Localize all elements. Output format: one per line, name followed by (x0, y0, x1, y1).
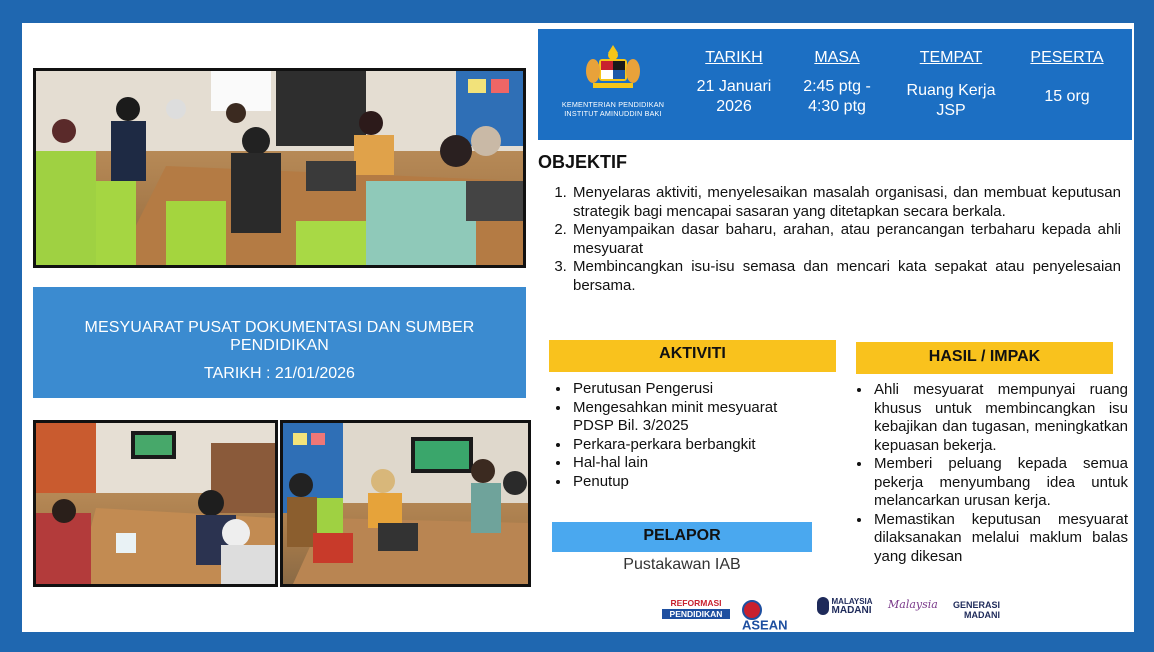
peserta-heading: PESERTA (1030, 49, 1104, 66)
tempat-value-line1: Ruang Kerja (906, 82, 996, 99)
tarikh-heading: TARIKH (705, 49, 763, 66)
objektif-item: 3. Membincangkan isu-isu semasa dan mencari kata sepakat atau penyelesaian bersama. (571, 258, 1121, 295)
asean-logo: ASEAN (742, 600, 806, 631)
hasil-item: • Ahli mesyuarat mempunyai ruang khusus untuk membincangkan isu kebajikan dan tugasan, meningkatkan kepuasan bekerja. (872, 381, 1128, 455)
masa-heading: MASA (814, 49, 860, 66)
objektif-list (555, 184, 1121, 295)
hasil-item: • Memastikan keputusan mesyuarat dilaksanakan melalui maklum balas yang dikesan (872, 511, 1128, 567)
peserta-column (1022, 49, 1112, 107)
aktiviti-list (555, 380, 821, 491)
peserta-value: 15 org (1044, 88, 1090, 105)
meeting-date: TARIKH : 21/01/2026 (204, 365, 355, 382)
objektif-item: 2. Menyampaikan dasar baharu, arahan, atau perancangan terbaharu kepada ahli mesyuarat (571, 221, 1121, 258)
meeting-photo-main (33, 68, 526, 268)
aktiviti-item: • Perkara-perkara berbangkit (571, 436, 821, 455)
meeting-title-box (33, 287, 526, 398)
aktiviti-item: • Penutup (571, 473, 821, 492)
malaysia-madani-logo: MALAYSIA MADANI (817, 597, 877, 615)
objektif-title: OBJEKTIF (538, 152, 628, 172)
tarikh-value-line1: 21 Januari (696, 78, 772, 95)
meeting-photo-right (280, 420, 531, 587)
tempat-column (896, 49, 1006, 121)
aktiviti-item: • Hal-hal lain (571, 454, 821, 473)
tempat-value-line2: JSP (936, 102, 966, 119)
masa-value-line1: 2:45 ptg - (803, 78, 871, 95)
objektif-item: 1. Menyelaras aktiviti, menyelesaikan masalah organisasi, dan membuat keputusan strategik bagi mencapai sasaran yang ditetapkan secara berkala. (571, 184, 1121, 221)
ministry-logo (548, 43, 678, 118)
hasil-item: • Memberi peluang kepada semua pekerja menyumbang idea untuk melancarkan urusan kerja. (872, 455, 1128, 511)
pelapor-name: Pustakawan IAB (623, 556, 741, 573)
meeting-title: MESYUARAT PUSAT DOKUMENTASI DAN SUMBER PENDIDIKAN (84, 319, 475, 354)
reformasi-pendidikan-logo: REFORMASI PENDIDIKAN (662, 598, 730, 619)
aktiviti-title: AKTIVITI (549, 340, 836, 372)
pelapor-title: PELAPOR (552, 522, 812, 552)
visit-malaysia-logo: Malaysia (888, 598, 938, 611)
coat-of-arms-icon (585, 43, 641, 91)
aktiviti-item: • Perutusan Pengerusi (571, 380, 821, 399)
meeting-photo-left (33, 420, 278, 587)
tarikh-value-line2: 2026 (716, 98, 752, 115)
hasil-impak-title: HASIL / IMPAK (856, 342, 1113, 374)
tarikh-column (686, 49, 782, 117)
aktiviti-item: • Mengesahkan minit mesyuarat PDSP Bil. 3/2025 (571, 399, 821, 436)
event-info-header (538, 29, 1132, 140)
masa-value-line2: 4:30 ptg (808, 98, 866, 115)
tempat-heading: TEMPAT (919, 49, 983, 66)
logo-text-ministry: KEMENTERIAN PENDIDIKAN (561, 100, 665, 109)
masa-column (792, 49, 882, 117)
frame-top (0, 0, 1154, 22)
logo-text-institute: INSTITUT AMINUDDIN BAKI (564, 109, 662, 118)
generasi-madani-logo: GENERASI MADANI (953, 600, 1001, 620)
hasil-impak-list (856, 381, 1128, 566)
